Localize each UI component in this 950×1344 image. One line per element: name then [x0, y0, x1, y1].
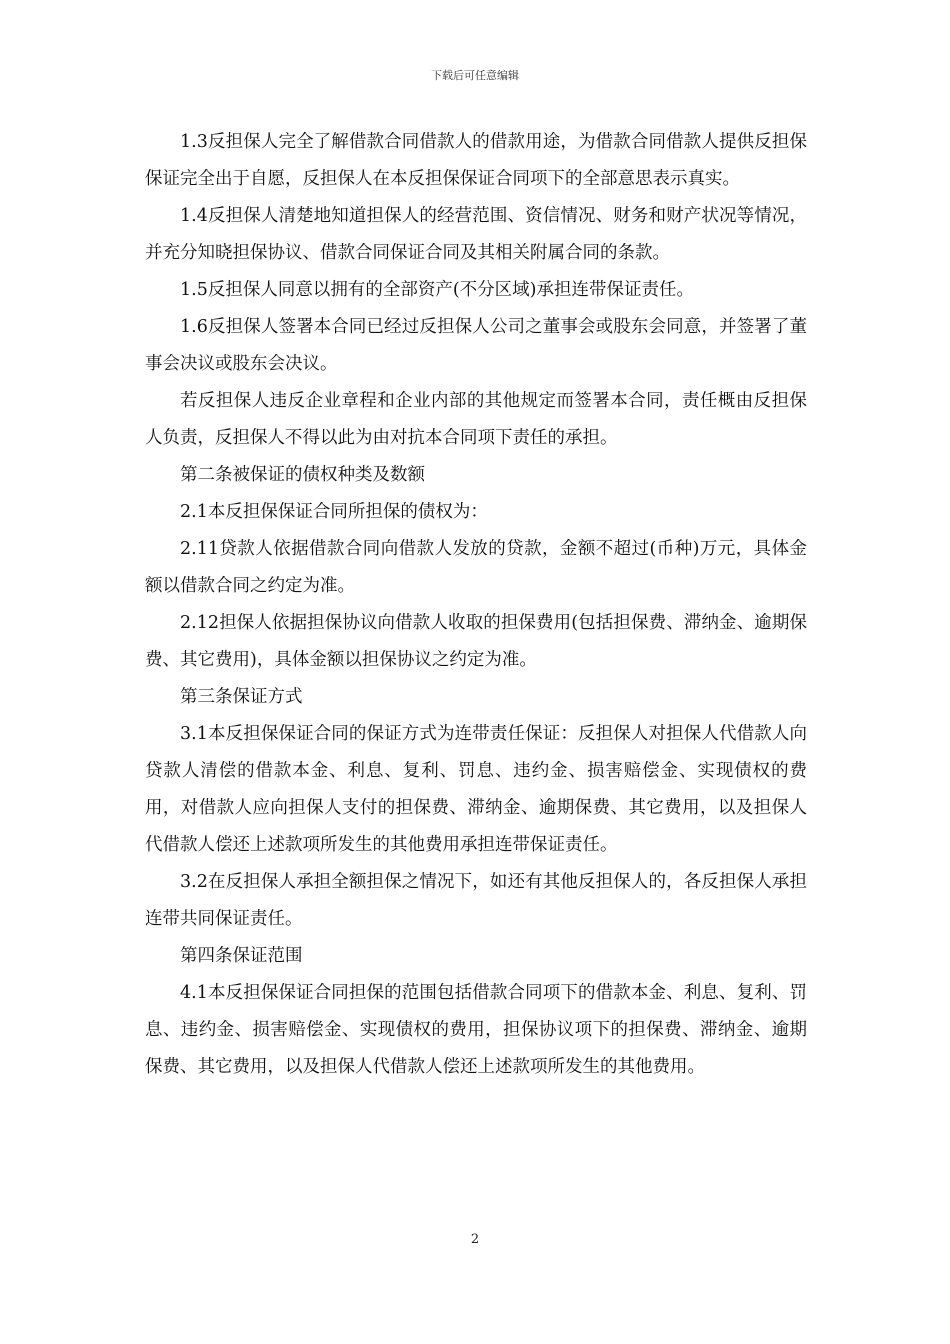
page-number: 2 [470, 1232, 480, 1247]
clause-1-5: 1.5反担保人同意以拥有的全部资产(不分区域)承担连带保证责任。 [180, 280, 694, 300]
article-4-heading: 第四条保证范围 [180, 946, 303, 966]
article-2-heading: 第二条被保证的债权种类及数额 [180, 465, 425, 485]
page-header: 下载后可任意编辑 [431, 69, 519, 82]
liability-paragraph: 若反担保人违反企业章程和企业内部的其他规定而签署本合同，责任概由反担保人负责，反担保人不得以此为由对抗本合同项下责任的承担。 [145, 391, 807, 448]
clause-2-12: 2.12担保人依据担保协议向借款人收取的担保费用(包括担保费、滞纳金、逾期保费、其它费用)，具体金额以担保协议之约定为准。 [145, 613, 807, 670]
document-body [145, 124, 807, 1086]
article-3-heading: 第三条保证方式 [180, 687, 303, 707]
clause-1-3: 1.3反担保人完全了解借款合同借款人的借款用途，为借款合同借款人提供反担保保证完全出于自愿，反担保人在本反担保保证合同项下的全部意思表示真实。 [145, 132, 807, 189]
clause-4-1: 4.1本反担保保证合同担保的范围包括借款合同项下的借款本金、利息、复利、罚息、违约金、损害赔偿金、实现债权的费用，担保协议项下的担保费、滞纳金、逾期保费、其它费用，以及担保人代借款人偿还上述款项所发生的其他费用。 [145, 983, 807, 1077]
clause-3-2: 3.2在反担保人承担全额担保之情况下，如还有其他反担保人的，各反担保人承担连带共同保证责任。 [145, 872, 807, 929]
clause-2-11: 2.11贷款人依据借款合同向借款人发放的贷款，金额不超过(币种)万元，具体金额以借款合同之约定为准。 [145, 539, 807, 596]
clause-1-6: 1.6反担保人签署本合同已经过反担保人公司之董事会或股东会同意，并签署了董事会决议或股东会决议。 [145, 317, 807, 374]
clause-3-1: 3.1本反担保保证合同的保证方式为连带责任保证：反担保人对担保人代借款人向贷款人清偿的借款本金、利息、复利、罚息、违约金、损害赔偿金、实现债权的费用，对借款人应向担保人支付的担保费、滞纳金、逾期保费、其它费用，以及担保人代借款人偿还上述款项所发生的其他费用承担连带保证责任。 [145, 724, 807, 855]
clause-2-1: 2.1本反担保保证合同所担保的债权为： [180, 502, 488, 522]
clause-1-4: 1.4反担保人清楚地知道担保人的经营范围、资信情况、财务和财产状况等情况，并充分知晓担保协议、借款合同保证合同及其相关附属合同的条款。 [145, 206, 807, 263]
